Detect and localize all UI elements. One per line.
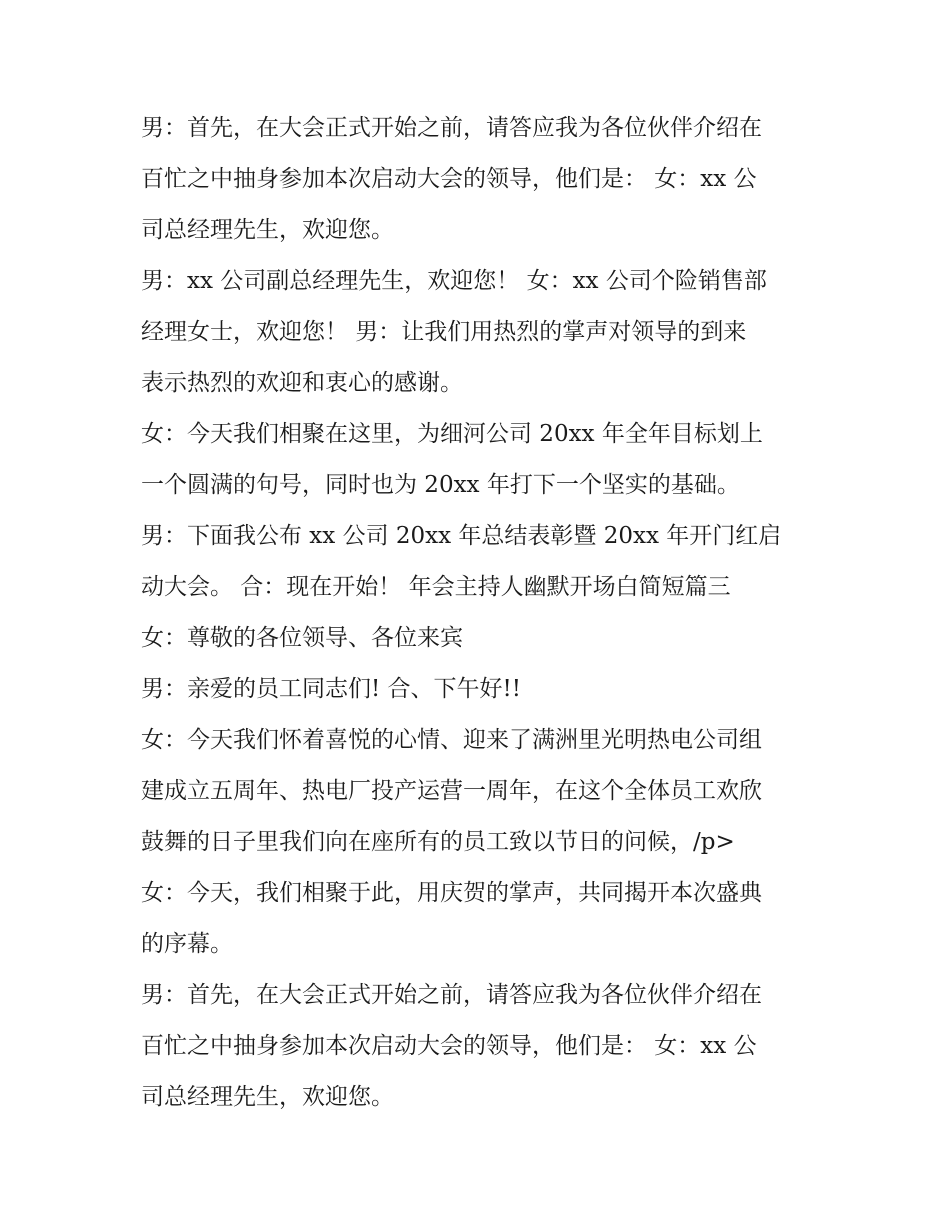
text-line: 男：下面我公布 xx 公司 20xx 年总结表彰暨 20xx 年开门红启	[141, 523, 782, 549]
text-line: 司总经理先生，欢迎您。	[141, 217, 394, 243]
text-line: 鼓舞的日子里我们向在座所有的员工致以节日的问候，/p>	[141, 829, 735, 855]
text-line: 男：首先，在大会正式开始之前，请答应我为各位伙伴介绍在	[141, 982, 762, 1008]
text-line: 司总经理先生，欢迎您。	[141, 1084, 394, 1110]
text-line: 动大会。 合：现在开始！ 年会主持人幽默开场白简短篇三	[141, 574, 731, 600]
text-line: 男：亲爱的员工同志们! 合、下午好!!	[141, 676, 522, 702]
text-line: 一个圆满的句号，同时也为 20xx 年打下一个坚实的基础。	[141, 472, 740, 498]
text-line: 男：xx 公司副总经理先生，欢迎您！ 女：xx 公司个险销售部	[141, 268, 767, 294]
text-line: 女：尊敬的各位领导、各位来宾	[141, 625, 463, 651]
text-line: 百忙之中抽身参加本次启动大会的领导，他们是： 女：xx 公	[141, 1033, 757, 1059]
text-line: 女：今天我们相聚在这里，为细河公司 20xx 年全年目标划上	[141, 421, 763, 447]
text-line: 百忙之中抽身参加本次启动大会的领导，他们是： 女：xx 公	[141, 166, 757, 192]
text-line: 表示热烈的欢迎和衷心的感谢。	[141, 370, 463, 396]
text-line: 的序幕。	[141, 931, 233, 957]
document-body	[141, 103, 813, 1123]
text-line: 经理女士，欢迎您！ 男：让我们用热烈的掌声对领导的到来	[141, 319, 747, 345]
text-line: 女：今天，我们相聚于此，用庆贺的掌声，共同揭开本次盛典	[141, 880, 762, 906]
text-line: 建成立五周年、热电厂投产运营一周年，在这个全体员工欢欣	[141, 778, 762, 804]
text-line: 男：首先，在大会正式开始之前，请答应我为各位伙伴介绍在	[141, 115, 762, 141]
text-line: 女：今天我们怀着喜悦的心情、迎来了满洲里光明热电公司组	[141, 727, 762, 753]
